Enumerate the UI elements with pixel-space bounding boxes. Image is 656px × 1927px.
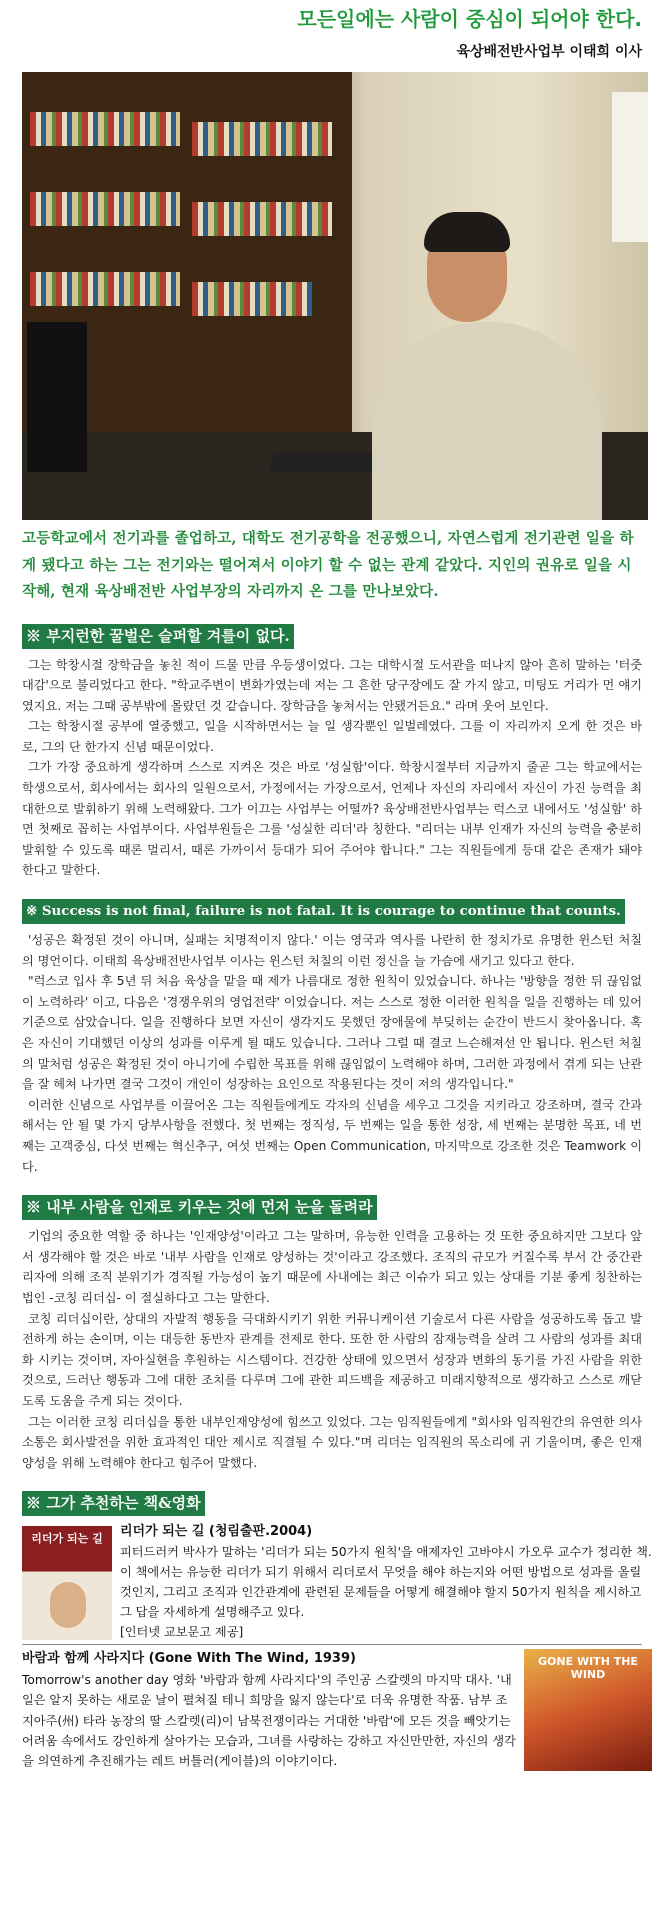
interview-photo — [22, 72, 648, 520]
section-4 — [14, 1491, 652, 1777]
movie-description: Tomorrow's another day 영화 '바람과 함께 사라지다'의 주인공 스칼렛의 마지막 대사. '내일은 알지 못하는 새로운 날이 펼쳐질 테니 희망을 잃지 않는다'로 더욱 유명한 작품. 남부 조지아주(州) 타라 농장의 딸 스칼렛(리)이 남북전쟁이라는 거대한 '바람'에 모든 것을 빼앗기는 어려움 속에서도 강인하게 살아가는 모습과, 그녀를 사랑하는 강하고 자신만만한, 자신의 생각을 의연하게 추진해가는 레트 버틀러(게이블)의 이야기이다. — [22, 1672, 516, 1769]
section-3-paragraph: 그는 이러한 코칭 리더십을 통한 내부인재양성에 힘쓰고 있었다. 그는 임직원들에게 "회사와 임직원간의 유연한 의사소통은 회사발전을 위한 효과적인 대안 제시로 직결될 수 있다."며 리더는 임직원의 목소리에 귀 기울이며, 좋은 인재 양성을 위해 노력해야 한다고 힘주어 말했다. — [22, 1414, 642, 1470]
book-source: [인터넷 교보문고 제공] — [120, 1625, 244, 1640]
section-2-paragraph: "럭스코 입사 후 5년 뒤 처음 육상을 맡을 때 제가 나름대로 정한 원칙이 있었습니다. 하나는 '방향을 정한 뒤 끊임없이 노력하라' 이고, 다음은 '경쟁우위의 영업전략' 이었습니다. 저는 스스로 정한 이러한 원칙을 일을 진행하는 데 있어 기준으로 삼았습니다. 일을 진행하다 보면 자신이 생각지도 못했던 장애물에 부딪히는 순간이 반드시 찾아옵니다. 혹은 자신이 기대했던 이상의 성과를 이루게 될 때도 있습니다. 그러나 그럴 때 결코 느슨해져선 안 됩니다. 윈스턴 처칠의 말처럼 성공은 확정된 것이 아니기에 수립한 목표를 위해 끊임없이 노력해야 하며, 그러한 과정에서 겪게 되는 난관을 잘 헤쳐 나가면 결국 그것이 개인이 성장하는 요인으로 작용된다는 것이 저의 생각입니다." — [22, 974, 642, 1092]
movie-poster-title: GONE WITH THE WIND — [538, 1655, 638, 1682]
intro-paragraph: 고등학교에서 전기과를 졸업하고, 대학도 전기공학을 전공했으니, 자연스럽게 전기관련 일을 하게 됐다고 하는 그는 전기와는 떨어져서 이야기 할 수 없는 관계 같았다. 지인의 권유로 일을 시작해, 현재 육상배전반 사업부장의 자리까지 온 그를 만나보았다. — [22, 530, 634, 600]
section-1-paragraph: 그는 학창시절 장학금을 놓친 적이 드물 만큼 우등생이었다. 그는 대학시절 도서관을 떠나지 않아 흔히 말하는 '터줏대감'으로 불리었다고 한다. "학교주변이 변화가였는데 저는 그 흔한 당구장에도 잘 가지 않고, 미팅도 거리가 먼 얘기였지요. 저는 그때 공부밖에 몰랐던 것 같습니다. 장학금을 놓쳐서는 안됐거든요." 라며 웃어 보인다. — [22, 657, 642, 713]
book-title: 리더가 되는 길 (청림출판.2004) — [120, 1524, 313, 1540]
divider — [22, 1644, 642, 1645]
section-1-paragraph: 그가 가장 중요하게 생각하며 스스로 지켜온 것은 바로 '성실함'이다. 학창시절부터 지금까지 줄곧 그는 학교에서는 학생으로서, 회사에서는 회사의 일원으로서, 가정에서는 가장으로서, 언제나 자신의 자리에서 자신이 가진 능력을 최대한으로 발휘하기 위해 노력해왔다. 그가 이끄는 사업부는 어떨까? 육상배전반사업부는 럭스코 내에서도 '성실함' 하면 첫째로 꼽히는 사업부이다. 사업부원들은 그를 '성실한 리더'라 칭한다. "리더는 내부 인재가 자신의 능력을 충분히 발휘할 수 있도록 때론 멀리서, 때론 가까이서 등대가 되어 주어야 합니다." 그는 직원들에게 등대 같은 존재가 돼야 한다고 말한다. — [22, 760, 642, 878]
article-author: 육상배전반사업부 이태희 이사 — [456, 44, 642, 60]
movie-poster-image — [524, 1649, 652, 1771]
article-title: 모든일에는 사람이 중심이 되어야 한다. — [297, 7, 642, 31]
book-description: 피터드러커 박사가 말하는 '리더가 되는 50가지 원칙'을 애제자인 고바야시 가오루 교수가 정리한 책. 이 책에서는 유능한 리더가 되기 위해서 리더로서 무엇을 해야 하는지와 어떤 방법으로 성과를 올릴 것인지, 그리고 조직과 인간관계에 관련된 문제들을 어떻게 해결해야 할지 50가지 원칙을 제시하고 그 답을 자세하게 설명해주고 있다. — [120, 1545, 652, 1620]
section-2-paragraph: 이러한 신념으로 사업부를 이끌어온 그는 직원들에게도 각자의 신념을 세우고 그것을 지키라고 강조하며, 결국 간과해서는 안 될 몇 가지 당부사항을 전했다. 첫 번째는 정직성, 두 번째는 일을 통한 성장, 세 번째는 분명한 목표, 네 번째는 고객중심, 다섯 번째는 혁신추구, 여섯 번째는 Open Communication, 마지막으로 강조한 것은 Teamwork 이다. — [22, 1097, 642, 1174]
section-3 — [14, 1195, 642, 1473]
section-1 — [14, 624, 642, 882]
section-3-paragraph: 기업의 중요한 역할 중 하나는 '인재양성'이라고 그는 말하며, 유능한 인력을 고용하는 것 또한 중요하지만 그보다 앞서 생각해야 할 것은 바로 '내부 사람을 인재로 양성하는 것'이라고 강조했다. 조직의 규모가 커질수록 부서 간 중간관리자에 의해 조직 분위기가 경직될 가능성이 높기 때문에 사내에는 최근 이슈가 되고 있는 상대를 기분 좋게 칭찬하는 법인 -코칭 리더십- 이 절실하다고 그는 말한다. — [22, 1229, 642, 1305]
book-cover-image — [22, 1526, 112, 1640]
movie-recommendation — [22, 1649, 642, 1777]
section-2-paragraph: '성공은 확정된 것이 아니며, 실패는 치명적이지 않다.' 이는 영국과 역사를 나란히 한 정치가로 유명한 윈스턴 처칠의 명언이다. 이태희 육상배전반사업부 이사는 윈스턴 처칠의 이런 정신을 늘 가슴에 새기고 있다고 한다. — [22, 933, 642, 968]
section-2 — [14, 899, 642, 1177]
section-4-heading: ※ 그가 추천하는 책&영화 — [22, 1491, 205, 1516]
section-2-heading: ※ Success is not final, failure is not fatal. It is courage to continue that counts. — [22, 899, 625, 924]
section-3-heading: ※ 내부 사람을 인재로 키우는 것에 먼저 눈을 돌려라 — [22, 1195, 377, 1220]
section-3-paragraph: 코칭 리더십이란, 상대의 자발적 행동을 극대화시키기 위한 커뮤니케이션 기술로서 다른 사람을 성공하도록 돕고 발전하게 하는 손이며, 이는 대등한 동반자 관계를 전제로 한다. 또한 한 사람의 잠재능력을 살려 그 사람의 성과를 최대화 시키는 것이며, 자아실현을 후원하는 시스템이다. 건강한 상태에 있으면서 성장과 변화의 동기를 가진 사람을 위한 것으로, 드러난 행동과 그에 대한 조치를 다루며 그에 관한 피드백을 제공하고 미래지향적으로 생각하고 스스로 깨닫도록 도움을 주게 되는 것이다. — [22, 1311, 642, 1408]
movie-title: 바람과 함께 사라지다 (Gone With The Wind, 1939) — [22, 1651, 356, 1667]
book-cover-title: 리더가 되는 길 — [31, 1532, 103, 1546]
book-recommendation — [22, 1522, 652, 1644]
section-1-paragraph: 그는 학창시절 공부에 열중했고, 일을 시작하면서는 늘 일 생각뿐인 일벌레였다. 그를 이 자리까지 오게 한 것은 바로, 그의 단 한가지 신념 때문이었다. — [22, 719, 642, 754]
section-1-heading: ※ 부지런한 꿀벌은 슬퍼할 겨를이 없다. — [22, 624, 294, 649]
